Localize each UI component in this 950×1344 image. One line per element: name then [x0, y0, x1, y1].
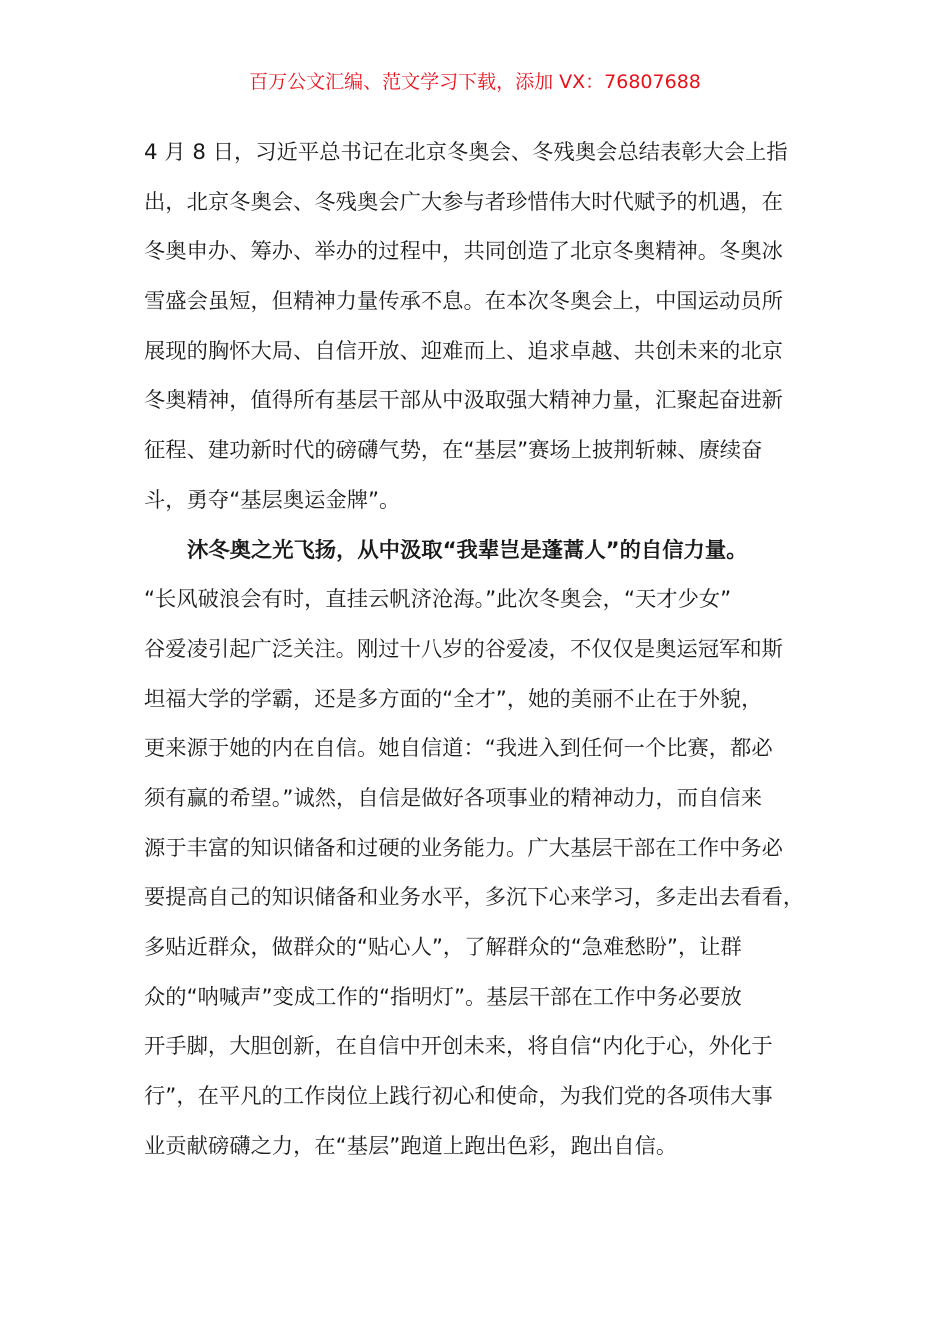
paragraph-line: “长风破浪会有时，直挂云帆济沧海。”此次冬奥会，“天才少女”: [144, 587, 732, 613]
document-body: [144, 128, 808, 1171]
paragraph-2: [144, 575, 808, 1171]
paragraph-line: 坦福大学的学霸，还是多方面的“全才”，她的美丽不止在于外貌，: [144, 686, 763, 712]
paragraph-line: 源于丰富的知识储备和过硬的业务能力。广大基层干部在工作中务必: [144, 835, 783, 861]
paragraph-1: [144, 128, 808, 526]
paragraph-line: 开手脚，大胆创新，在自信中开创未来，将自信“内化于心，外化于: [144, 1034, 773, 1060]
paragraph-line: 出，北京冬奥会、冬残奥会广大参与者珍惜伟大时代赋予的机遇，在: [144, 189, 783, 215]
paragraph-line: 斗，勇夺“基层奥运金牌”。: [144, 487, 401, 513]
paragraph-line: 要提高自己的知识储备和业务水平，多沉下心来学习，多走出去看看，: [144, 885, 805, 911]
paragraph-line: 行”，在平凡的工作岗位上践行初心和使命，为我们党的各项伟大事: [144, 1084, 773, 1110]
paragraph-line: 谷爱凌引起广泛关注。刚过十八岁的谷爱凌，不仅仅是奥运冠军和斯: [144, 636, 783, 662]
paragraph-line: 业贡献磅礴之力，在“基层”跑道上跑出色彩，跑出自信。: [144, 1133, 678, 1159]
section-heading: 沐冬奥之光飞扬，从中汲取“我辈岂是蓬蒿人”的自信力量。: [187, 537, 748, 563]
paragraph-line: 须有赢的希望。”诚然，自信是做好各项事业的精神动力，而自信来: [144, 785, 762, 811]
paragraph-line: 雪盛会虽短，但精神力量传承不息。在本次冬奥会上，中国运动员所: [144, 289, 783, 315]
page-header-watermark: 百万公文汇编、范文学习下载，添加 VX：76807688: [249, 71, 701, 93]
paragraph-line: 众的“呐喊声”变成工作的“指明灯”。基层干部在工作中务必要放: [144, 984, 742, 1010]
paragraph-line: 多贴近群众，做群众的“贴心人”，了解群众的“急难愁盼”，让群: [144, 935, 742, 960]
paragraph-line: 展现的胸怀大局、自信开放、迎难而上、追求卓越、共创未来的北京: [144, 338, 783, 364]
paragraph-line: 4 月 8 日，习近平总书记在北京冬奥会、冬残奥会总结表彰大会上指: [144, 140, 788, 165]
paragraph-line: 冬奥申办、筹办、举办的过程中，共同创造了北京冬奥精神。冬奥冰: [144, 239, 783, 265]
paragraph-line: 冬奥精神，值得所有基层干部从中汲取强大精神力量，汇聚起奋进新: [144, 388, 783, 414]
paragraph-line: 征程、建功新时代的磅礴气势，在“基层”赛场上披荆斩棘、赓续奋: [144, 438, 763, 464]
paragraph-line: 更来源于她的内在自信。她自信道：“我进入到任何一个比赛，都必: [144, 736, 773, 762]
